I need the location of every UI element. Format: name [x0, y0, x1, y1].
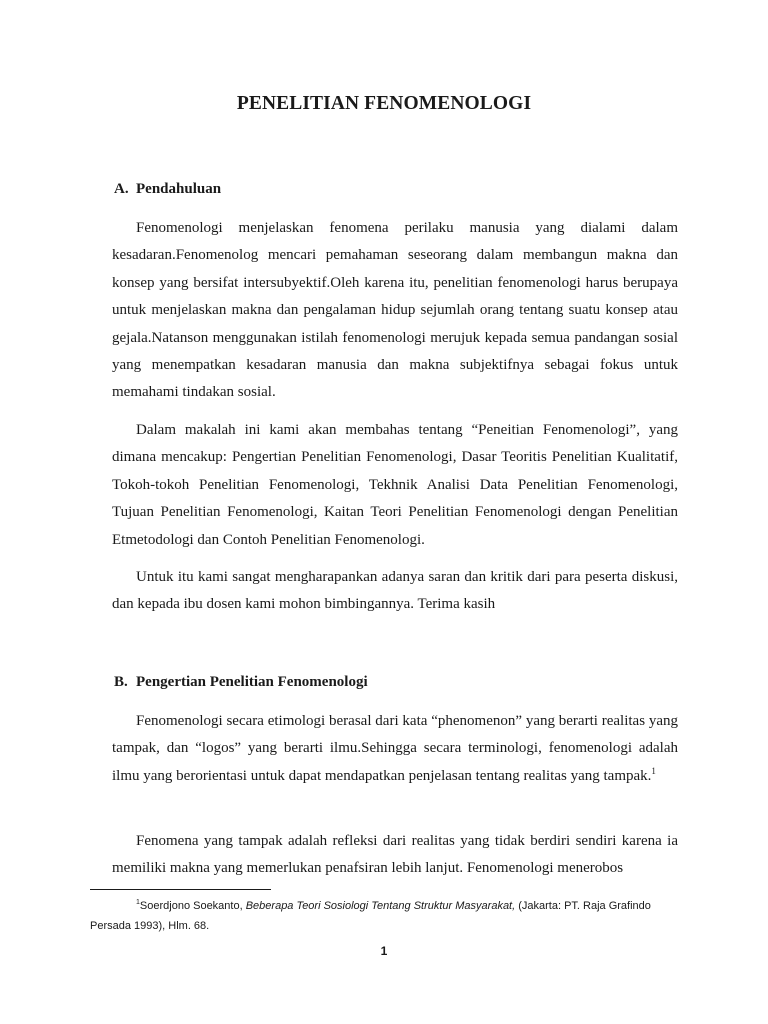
- footnote: [90, 896, 680, 936]
- paragraph-text: Fenomenologi secara etimologi berasal dari kata “phenomenon” yang berarti realitas yang tampak, dan “logos” yang berarti ilmu.Sehingga secara terminologi, fenomenologi adalah ilmu yang berorientasi untuk dapat mendapatkan penjelasan tentang realitas yang tampak.: [112, 713, 678, 784]
- footnote-reference[interactable]: 1: [651, 765, 656, 776]
- section-title: Pendahuluan: [136, 181, 222, 197]
- section-letter: A.: [114, 181, 129, 197]
- section-heading-pengertian: [114, 674, 368, 691]
- section-title: Pengertian Penelitian Fenomenologi: [136, 674, 368, 690]
- paragraph: Dalam makalah ini kami akan membahas tentang “Peneitian Fenomenologi”, yang dimana mencakup: Pengertian Penelitian Fenomenologi, Dasar Teoritis Penelitian Kualitatif, Tokoh-tokoh Penelitian Fenomenologi, Tekhnik Analisi Data Penelitian Fenomenologi, Tujuan Penelitian Fenomenologi, Kaitan Teori Penelitian Fenomenologi dengan Penelitian Etmetodologi dan Contoh Penelitian Fenomenologi.: [112, 422, 678, 548]
- footnote-publisher: (Jakarta: PT. Raja Grafindo Persada 1993), Hlm. 68.: [90, 900, 651, 932]
- footnote-marker: 1: [136, 899, 140, 906]
- footnote-book-title: Beberapa Teori Sosiologi Tentang Struktur Masyarakat,: [245, 900, 516, 912]
- paragraph: [112, 708, 678, 790]
- footnote-author: Soerdjono Soekanto,: [139, 900, 243, 912]
- footnote-separator: [90, 889, 271, 890]
- section-heading-pendahuluan: [114, 181, 221, 198]
- page-title: PENELITIAN FENOMENOLOGI: [236, 93, 532, 114]
- section-letter: B.: [114, 674, 128, 690]
- page-number: 1: [380, 944, 388, 958]
- paragraph: Fenomenologi menjelaskan fenomena perilaku manusia yang dialami dalam kesadaran.Fenomenolog mencari pemahaman seseorang dalam membangun makna dan konsep yang bersifat intersubyektif.Oleh karena itu, penelitian fenomenologi harus berupaya untuk menjelaskan makna dan pengalaman hidup sejumlah orang tentang suatu konsep atau gejala.Natanson menggunakan istilah fenomenologi merujuk kepada semua pandangan sosial yang menempatkan kesadaran manusia dan makna subjektifnya sebagai fokus untuk memahami tindakan sosial.: [112, 220, 678, 401]
- paragraph: Untuk itu kami sangat mengharapankan adanya saran dan kritik dari para peserta diskusi, dan kepada ibu dosen kami mohon bimbingannya. Terima kasih: [112, 569, 678, 613]
- paragraph: Fenomena yang tampak adalah refleksi dari realitas yang tidak berdiri sendiri karena ia memiliki makna yang memerlukan penafsiran lebih lanjut. Fenomenologi menerobos: [112, 833, 678, 877]
